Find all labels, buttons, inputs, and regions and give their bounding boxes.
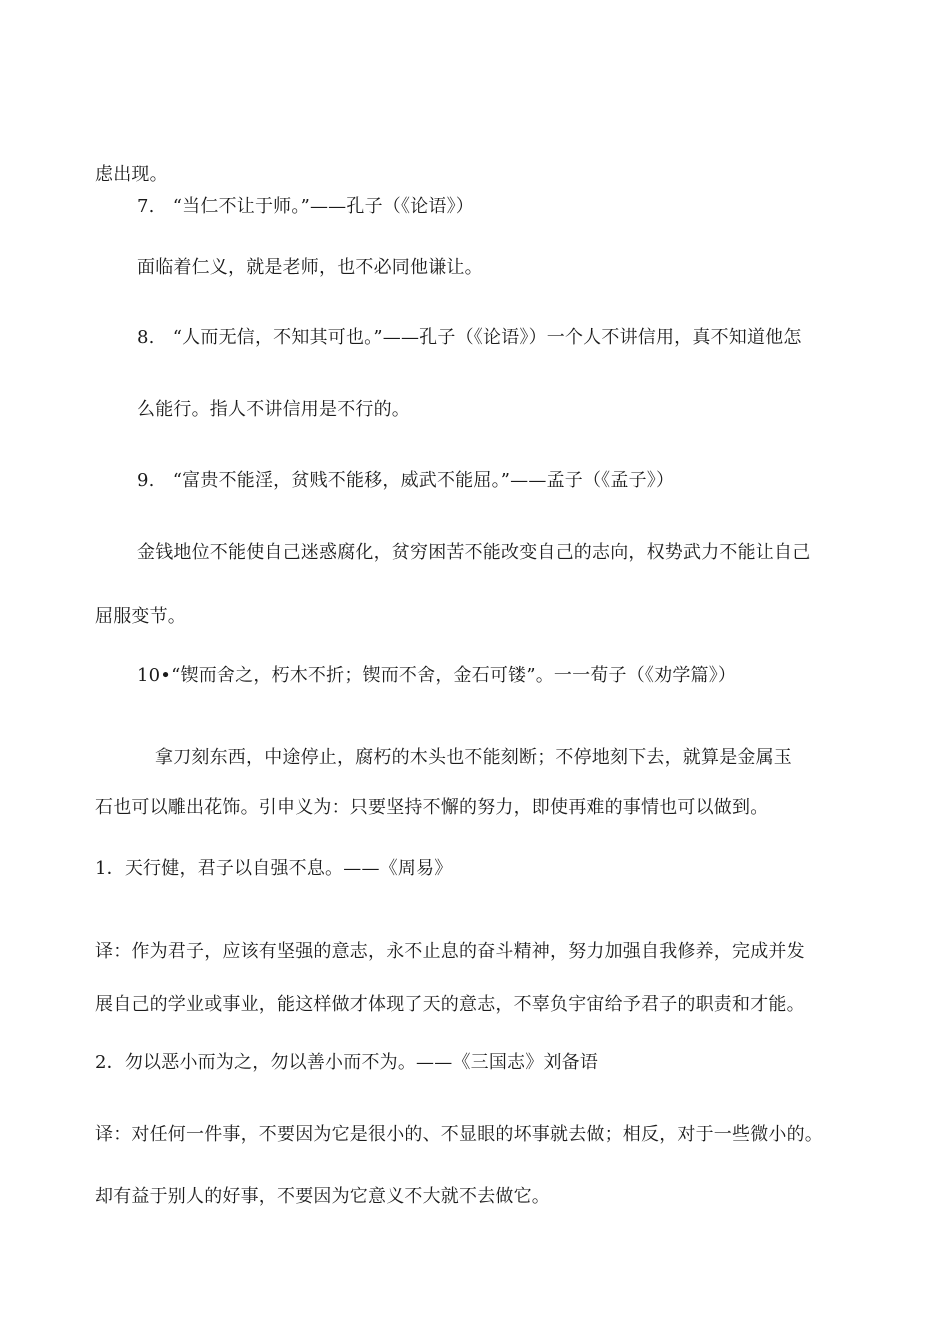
text-line: 金钱地位不能使自己迷惑腐化，贫穷困苦不能改变自己的志向，权势武力不能让自己 (137, 542, 811, 563)
translation-line: 译：对任何一件事，不要因为它是很小的、不显眼的坏事就去做；相反，对于一些微小的。 (95, 1124, 823, 1145)
translation-line: 展自己的学业或事业，能这样做才体现了天的意志，不辜负宇宙给予君子的职责和才能。 (95, 994, 805, 1015)
text-line: 虑出现。 (95, 164, 168, 185)
maxim-2: 2．勿以恶小而为之，勿以善小而不为。——《三国志》刘备语 (95, 1052, 599, 1073)
text-line: 石也可以雕出花饰。引申义为：只要坚持不懈的努力，即使再难的事情也可以做到。 (95, 797, 769, 818)
quote-8: 8. “人而无信，不知其可也。”——孔子（《论语》）一个人不讲信用，真不知道他怎 (137, 327, 802, 348)
text-line: 屈服变节。 (95, 606, 186, 627)
quote-9: 9. “富贵不能淫，贫贱不能移，威武不能屈。”——孟子（《孟子》） (137, 470, 675, 491)
maxim-1: 1．天行健，君子以自强不息。——《周易》 (95, 858, 453, 879)
quote-7: 7. “当仁不让于师。”——孔子（《论语》） (137, 196, 474, 217)
quote-10: 10•“锲而舍之，朽木不折；锲而不舍，金石可镂”。一一荀子（《劝学篇》） (137, 665, 737, 686)
text-line: 么能行。指人不讲信用是不行的。 (137, 399, 410, 420)
text-line: 面临着仁义，就是老师，也不必同他谦让。 (137, 257, 483, 278)
translation-line: 却有益于别人的好事，不要因为它意义不大就不去做它。 (95, 1186, 550, 1207)
text-line: 拿刀刻东西，中途停止，腐朽的木头也不能刻断；不停地刻下去，就算是金属玉 (155, 747, 792, 768)
translation-line: 译：作为君子，应该有坚强的意志，永不止息的奋斗精神，努力加强自我修养，完成并发 (95, 941, 805, 962)
